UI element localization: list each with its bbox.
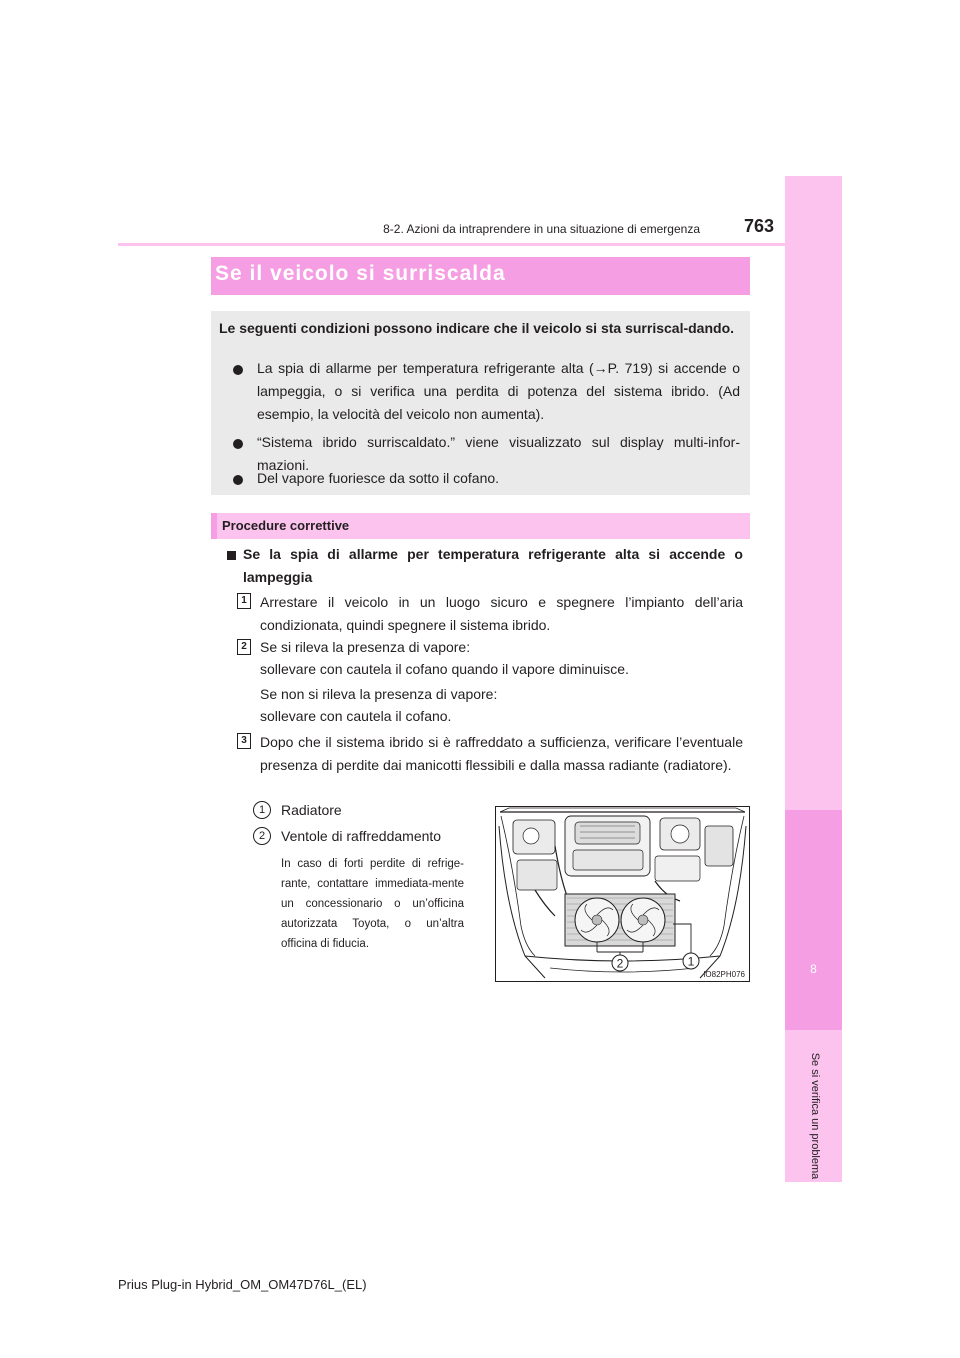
step-1-text: Arrestare il veicolo in un luogo sicuro e spegnere l’impianto dell’aria condizionata, quindi spegnere il sistema ibrido. <box>260 594 743 633</box>
legend-number-2: 2 <box>253 827 271 845</box>
chapter-tab <box>785 810 842 1030</box>
legend-number-1: 1 <box>253 801 271 819</box>
bullet-icon <box>233 439 243 449</box>
bullet-icon <box>233 365 243 375</box>
chapter-number: 8 <box>810 962 817 976</box>
side-strip <box>785 176 842 1182</box>
legend-label-2: Ventole di raffreddamento <box>281 828 442 844</box>
engine-illustration <box>495 806 750 982</box>
note-text: In caso di forti perdite di refrige-rante, contattare immediata-mente un concessionario o un’officina autorizzata Toyota, o un’altra officina di fiducia. <box>281 858 464 950</box>
step-2-line-3: Se non si rileva la presenza di vapore: <box>260 686 498 702</box>
chapter-title: Se si verifica un problema <box>809 1052 821 1180</box>
footer-manual-code: Prius Plug-in Hybrid_OM_OM47D76L_(EL) <box>118 1277 367 1292</box>
figure-callout-2: 2 <box>616 956 624 971</box>
figure-callout-1: 1 <box>687 954 695 969</box>
bullet-icon <box>233 475 243 485</box>
section-title: 8-2. Azioni da intraprendere in una situazione di emergenza <box>383 222 700 236</box>
figure-code: IO82PH076 <box>703 970 745 979</box>
header-divider <box>118 243 785 246</box>
procedure-header-bar <box>211 513 217 539</box>
step-2-line-2: sollevare con cautela il cofano quando il vapore diminuisce. <box>260 661 629 677</box>
step-number-1: 1 <box>237 593 251 609</box>
legend-label-1: Radiatore <box>281 802 342 818</box>
procedure-header: Procedure correttive <box>222 518 350 533</box>
step-2-line-4: sollevare con cautela il cofano. <box>260 708 452 724</box>
step-number-2: 2 <box>237 639 251 655</box>
page-number: 763 <box>743 216 774 236</box>
page-title: Se il veicolo si surriscalda <box>215 262 506 285</box>
procedure-subtitle: Se la spia di allarme per temperatura refrigerante alta si accende o lampeggia <box>243 546 743 585</box>
step-number-3: 3 <box>237 733 251 749</box>
step-2-line-1: Se si rileva la presenza di vapore: <box>260 639 471 655</box>
step-3-text: Dopo che il sistema ibrido si è raffreddato a sufficienza, verificare l’eventuale presenza di perdite dai manicotti flessibili e dalla massa radiante (radiatore). <box>260 734 743 773</box>
info-intro: Le seguenti condizioni possono indicare che il veicolo si sta surriscal-dando. <box>219 320 735 336</box>
square-bullet-icon <box>227 551 236 560</box>
